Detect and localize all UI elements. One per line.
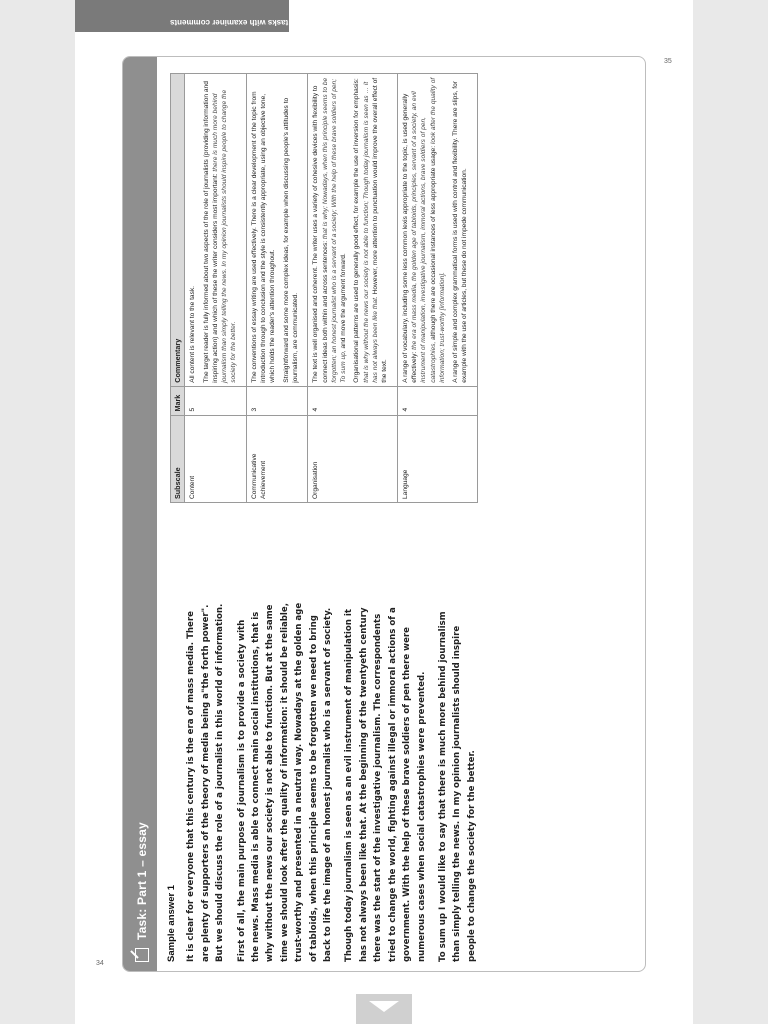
commentary-text: All content is relevant to the task. — [189, 285, 197, 383]
examiner-comments-bar[interactable] — [75, 0, 347, 32]
assessment-table-wrap — [170, 73, 611, 503]
commentary-cell — [185, 74, 246, 387]
table-row — [246, 74, 307, 503]
commentary-cell — [308, 74, 397, 387]
table-row — [397, 74, 477, 503]
page-number-left: 34 — [96, 960, 104, 967]
commentary-text: The conventions of essay writing are used effectively. There is a clear development of the topic from introduction through to conclusion and the style is consistently appropriate, using an objective tone, which holds the reader's attention throughout. — [250, 91, 277, 383]
mark-cell: 3 — [246, 386, 307, 415]
table-row — [185, 74, 246, 503]
next-page-tab[interactable] — [356, 994, 412, 1024]
commentary-text: A range of vocabulary, including some less common lexis appropriate to the topic, is used generally effectively: the era of mass media, the golden age of tabloids, principles, servant of a society, an evil instrument of manipulation, investigative journalism, immoral actions, brave soldiers of pen, catastrophies, although there are occasional instances of less appropriate usage: look after the quality of information; trust-worthy [information]. — [401, 77, 446, 383]
commentary-text: The target reader is fully informed about two aspects of the role of journalists (providing information and inspiring action) and which of these the writer considers most important: there is much more behind journalism than simply telling the news. In my opinion journalists should inspire people to change the society for the better. — [202, 81, 238, 383]
table-row — [308, 74, 397, 503]
sample-answer-heading: Sample answer 1 — [166, 884, 177, 962]
header-subscale: Subscale — [171, 415, 185, 502]
header-mark: Mark — [171, 386, 185, 415]
task-title: Task: Part 1 – essay — [135, 822, 149, 940]
sample-answer — [165, 602, 477, 962]
header-commentary: Commentary — [171, 74, 185, 387]
assessment-table — [170, 73, 478, 503]
answer-paragraph: First of all, the main purpose of journalism is to provide a society with the news. Mass media is able to connect main social institutions, that is why without the news our society is not able to function. But at the same time we should look after the quality of information: it should be reliable, trust-worthy and presented in a neutral way. Nowadays at the golden age of tabloids, when this principle seems to be forgotten we need to bring back to life the image of an honest journalist who is a servant of society. — [236, 602, 334, 962]
subscale-cell: Content — [185, 415, 246, 502]
subscale-cell: Language — [397, 415, 477, 502]
answer-paragraph: To sum up I would like to say that there is much more behind journalism than simply telling the news. In my opinion journalists should inspire people to change the society for the better. — [437, 611, 477, 962]
mark-cell: 4 — [308, 386, 397, 415]
task-header — [130, 662, 154, 962]
page-number-right: 35 — [664, 58, 672, 65]
subscale-cell: Organisation — [308, 415, 397, 502]
subscale-cell: Communicative Achievement — [246, 415, 307, 502]
mark-cell: 4 — [397, 386, 477, 415]
commentary-cell — [246, 74, 307, 387]
commentary-text: The text is well organised and coherent. The writer uses a variety of cohesive devices with flexibility to connect ideas both within and across sentences: that is why; Nowadays, when this principle seems to be forgotten; an honest journalist who is a servant of a society; With the help of these brave soldiers of pen; To sum up, and move the argument forward. — [312, 77, 348, 383]
commentary-cell — [397, 74, 477, 387]
pencil-edit-icon — [135, 948, 149, 962]
answer-paragraph: It is clear for everyone that this century is the era of mass media. There are plenty of supporters of the theory of media being a"the forth power". But we should discuss the role of a journalist in this world of information. — [186, 603, 226, 962]
examiner-comments-link[interactable]: Sample tasks with examiner comments — [170, 18, 319, 27]
table-header-row — [171, 74, 185, 503]
mark-cell: 5 — [185, 386, 246, 415]
task-card — [122, 56, 646, 972]
commentary-text: A range of simple and complex grammatical forms is used with control and flexibility. There are slips, for example with the use of articles, but these do not impede communication. — [452, 81, 469, 383]
commentary-text: Organisational patterns are used to generally good effect, for example the use of inversion for emphasis: that is why without the news our society is not able to function; Though today journalism is seen as … it has not always been like that. However, more attention to punctuation would improve the overall effect of the text. — [353, 77, 389, 383]
commentary-text: Straightforward and some more complex ideas, for example when discussing people's attitudes to journalism, are communicated. — [282, 97, 299, 383]
download-icon[interactable]: ↓ — [330, 3, 356, 29]
answer-paragraph: Though today journalism is seen as an evil instrument of manipulation it has not always been like that. At the beginning of the twentyeth century there was the start of the investigative journalism. The correspondents tried to change the world, fighting against illegal or immoral actions of a government. With the help of these brave soldiers of pen there were numerous cases when social catastrophies were prevented. — [344, 607, 427, 962]
